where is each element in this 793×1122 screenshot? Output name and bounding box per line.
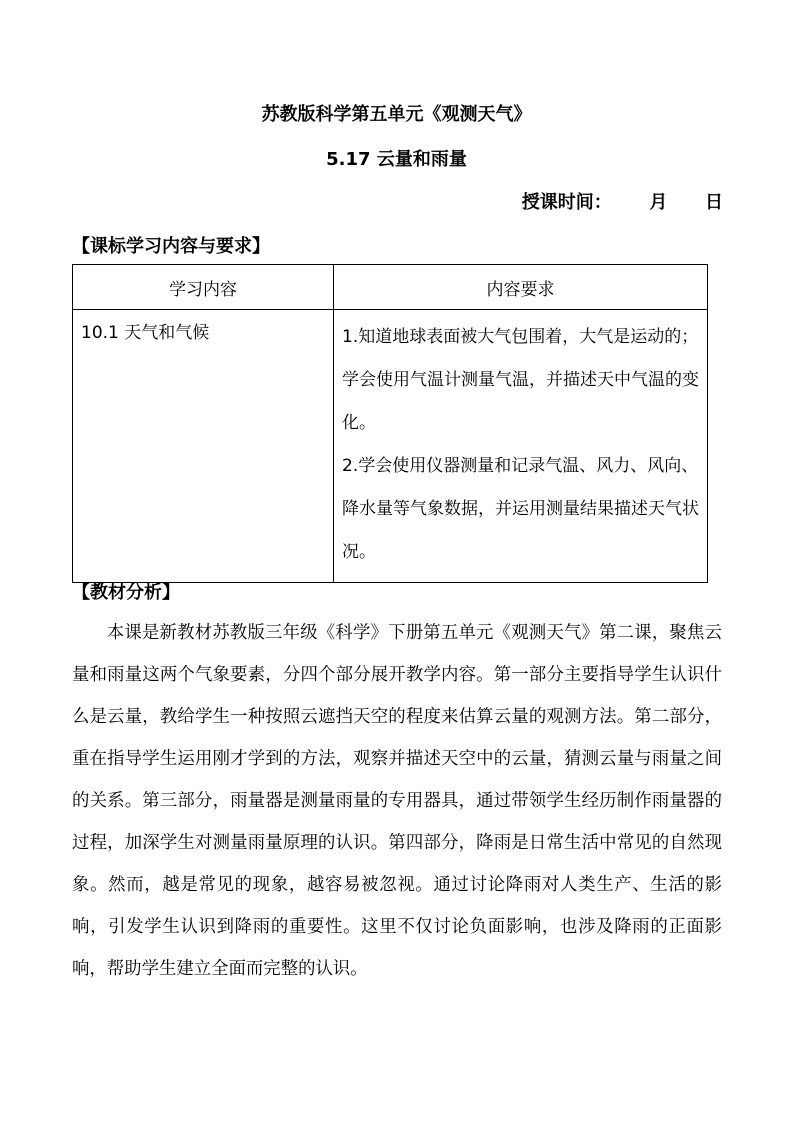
requirements-cell bbox=[334, 310, 708, 583]
table-row bbox=[73, 310, 708, 583]
standards-heading: 【课标学习内容与要求】 bbox=[72, 236, 270, 257]
lesson-time-line bbox=[522, 188, 723, 214]
analysis-heading: 【教材分析】 bbox=[72, 582, 180, 603]
document-title: 苏教版科学第五单元《观测天气》 bbox=[261, 104, 532, 125]
lesson-title: 5.17 云量和雨量 bbox=[326, 149, 467, 170]
table-header-row bbox=[73, 265, 708, 310]
requirement-item: 2.学会使用仪器测量和记录气温、风力、风向、降水量等气象数据，并运用测量结果描述天气状况。 bbox=[342, 456, 699, 562]
time-label: 授课时间： bbox=[521, 192, 612, 213]
column-header-content: 学习内容 bbox=[73, 265, 334, 310]
content-cell: 10.1 天气和气候 bbox=[73, 310, 334, 583]
analysis-paragraph: 本课是新教材苏教版三年级《科学》下册第五单元《观测天气》第二课，聚焦云量和雨量这两个气象要素，分四个部分展开教学内容。第一部分主要指导学生认识什么是云量，教给学生一种按照云遮挡天空的程度来估算云量的观测方法。第二部分，重在指导学生运用刚才学到的方法，观察并描述天空中的云量，猜测云量与雨量之间的关系。第三部分，雨量器是测量雨量的专用器具，通过带领学生经历制作雨量器的过程，加深学生对测量雨量原理的认识。第四部分，降雨是日常生活中常见的自然现象。然而，越是常见的现象，越容易被忽视。通过讨论降雨对人类生产、生活的影响，引发学生认识到降雨的重要性。这里不仅讨论负面影响，也涉及降雨的正面影响，帮助学生建立全面而完整的认识。 bbox=[72, 623, 722, 979]
requirement-item: 1.知道地球表面被大气包围着，大气是运动的；学会使用气温计测量气温，并描述天中气温的变化。 bbox=[342, 327, 699, 433]
standards-table bbox=[72, 264, 708, 583]
column-header-requirements: 内容要求 bbox=[334, 265, 708, 310]
day-label: 日 bbox=[705, 192, 723, 213]
month-label: 月 bbox=[649, 192, 668, 213]
